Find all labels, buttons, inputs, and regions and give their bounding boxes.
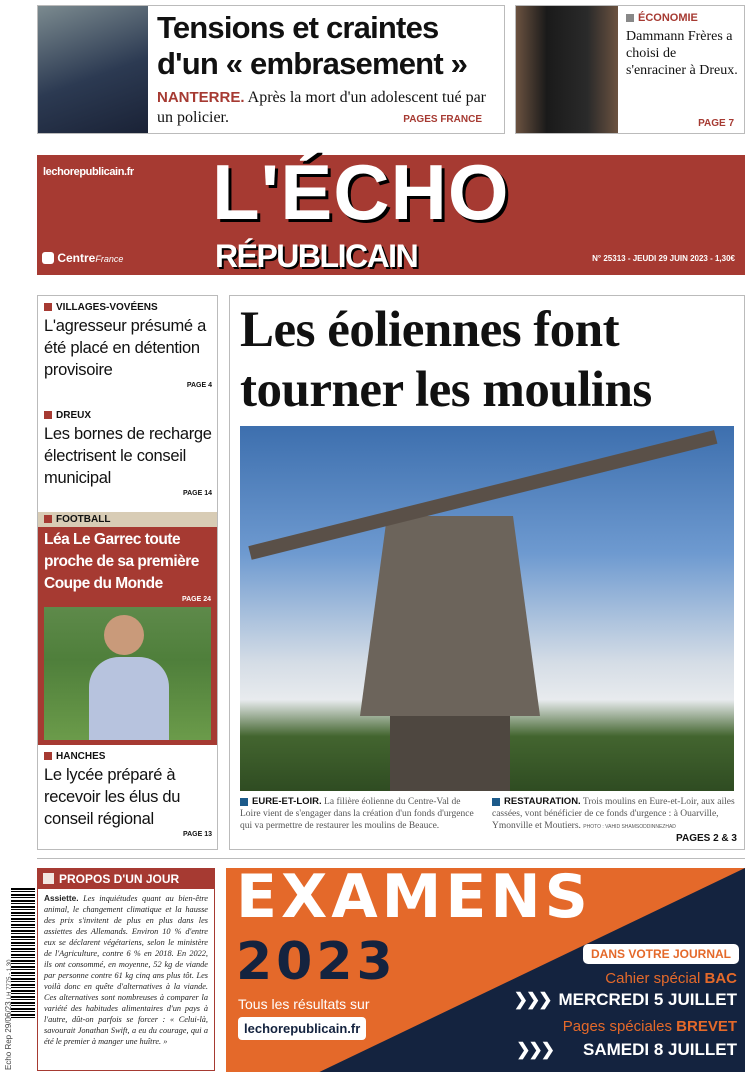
photo-credit: PHOTO : VAHID SHAMSODDINNEZHAD — [583, 824, 676, 830]
brief-dreux[interactable]: DREUX Les bornes de recharge électrisent le conseil municipal PAGE 14 — [44, 410, 212, 497]
propos-text: Assiette. Les inquiétudes quant au bien-être animal, le changement climatique et la hausse des prix s'invitent de plus en plus dans les assiettes des Allemands. Environ 10 % d'entre eux se déclarent végétariens, selon le ministère de l'Agriculture, contre 6 % en 2018. En 2022, ils ont consommé, en moyenne, 52 kg de viande par personne contre 61 kg cinq ans plus tôt. Les voilà donc en quête d'alternatives à la viande. Ces alternatives sont nombreuses à comparer la variété des habitudes alimentaires d'un pays à l'autre, dût-on parfois se forcer : « Celui-là, savourait Jonathan Swift, a eu du courage, qui a été le premier à manger une huître. » — [44, 893, 208, 1046]
teaser-text: NANTERRE. Après la mort d'un adolescent tué par un policier. — [157, 89, 486, 126]
ad-badge: DANS VOTRE JOURNAL — [583, 944, 739, 964]
top-teaser[interactable] — [37, 5, 505, 134]
chevrons-icon: ❯❯❯ — [516, 1040, 554, 1059]
ad-date-brevet: ❯❯❯ SAMEDI 8 JUILLET — [516, 1040, 737, 1059]
brief-football[interactable]: FOOTBALL Léa Le Garrec toute proche de sa première Coupe du Monde PAGE 24 — [38, 512, 217, 745]
teaser-headline: Tensions et craintes d'un « embrasement » — [157, 10, 468, 81]
left-column — [37, 295, 218, 850]
windmill-photo — [240, 426, 734, 791]
ad-date-bac: ❯❯❯ MERCREDI 5 JUILLET — [513, 990, 737, 1009]
chevrons-icon: ❯❯❯ — [513, 990, 551, 1009]
exams-ad[interactable] — [226, 868, 745, 1072]
brief-villages[interactable]: VILLAGES-VOVÉENS L'agresseur présumé a été placé en détention provisoire PAGE 4 — [44, 302, 212, 389]
ad-line-brevet: Pages spéciales BREVET — [562, 1018, 737, 1035]
economy-text: Dammann Frères a choisi de s'enraciner à Dreux. — [626, 29, 738, 78]
barcode-label: Echo Rep 29/06/23 LH 7775 - 1,30 — [4, 959, 13, 1070]
main-headline: Les éoliennes font tourner les moulins — [240, 302, 652, 418]
caption-2-block — [492, 796, 737, 845]
player-photo — [44, 607, 211, 740]
main-page-ref: PAGES 2 & 3 — [676, 833, 737, 844]
ad-results-label: Tous les résultats sur — [238, 996, 370, 1012]
divider — [37, 858, 745, 859]
ad-line-bac: Cahier spécial BAC — [605, 970, 737, 987]
tea-tin-photo — [516, 6, 618, 133]
ad-year: 2023 — [236, 932, 397, 992]
propos-title: PROPOS D'UN JOUR — [38, 869, 214, 889]
economy-kicker: ÉCONOMIE — [626, 12, 698, 24]
newspaper-subtitle: RÉPUBLICAIN — [215, 238, 418, 274]
ad-url[interactable]: lechorepublicain.fr — [238, 1017, 366, 1040]
centre-france-logo: CentreFrance — [42, 251, 123, 265]
newspaper-title: L'ÉCHO — [212, 148, 510, 236]
brief-hanches[interactable]: HANCHES Le lycée préparé à recevoir les élus du conseil régional PAGE 13 — [44, 751, 212, 838]
caption-2: RESTAURATION. Trois moulins en Eure-et-Loir, aux ailes cassées, vont bénéficier de ce fonds d'urgence : à Ouarville, Ymonville et Moutiers. PHOTO : VAHID SHAMSODDINNEZHAD — [492, 796, 735, 831]
propos-box[interactable] — [37, 868, 215, 1071]
masthead — [37, 148, 745, 275]
economy-teaser[interactable] — [515, 5, 745, 134]
main-story[interactable] — [229, 295, 745, 850]
ad-title: EXAMENS — [236, 868, 592, 932]
website-link[interactable]: lechorepublicain.fr — [43, 166, 134, 178]
economy-page: PAGE 7 — [698, 118, 734, 129]
riot-photo — [38, 6, 148, 133]
caption-1: EURE-ET-LOIR. La filière éolienne du Centre-Val de Loire vient de s'engager dans la création d'un fonds d'urgence qui va permettre de restaurer les moulins de Beauce. — [240, 796, 474, 831]
teaser-page: PAGES FRANCE — [403, 114, 482, 125]
centre-france-icon — [42, 252, 54, 264]
issue-info: N° 25313 - JEUDI 29 JUIN 2023 - 1,30€ — [592, 254, 735, 263]
barcode — [11, 888, 35, 1018]
